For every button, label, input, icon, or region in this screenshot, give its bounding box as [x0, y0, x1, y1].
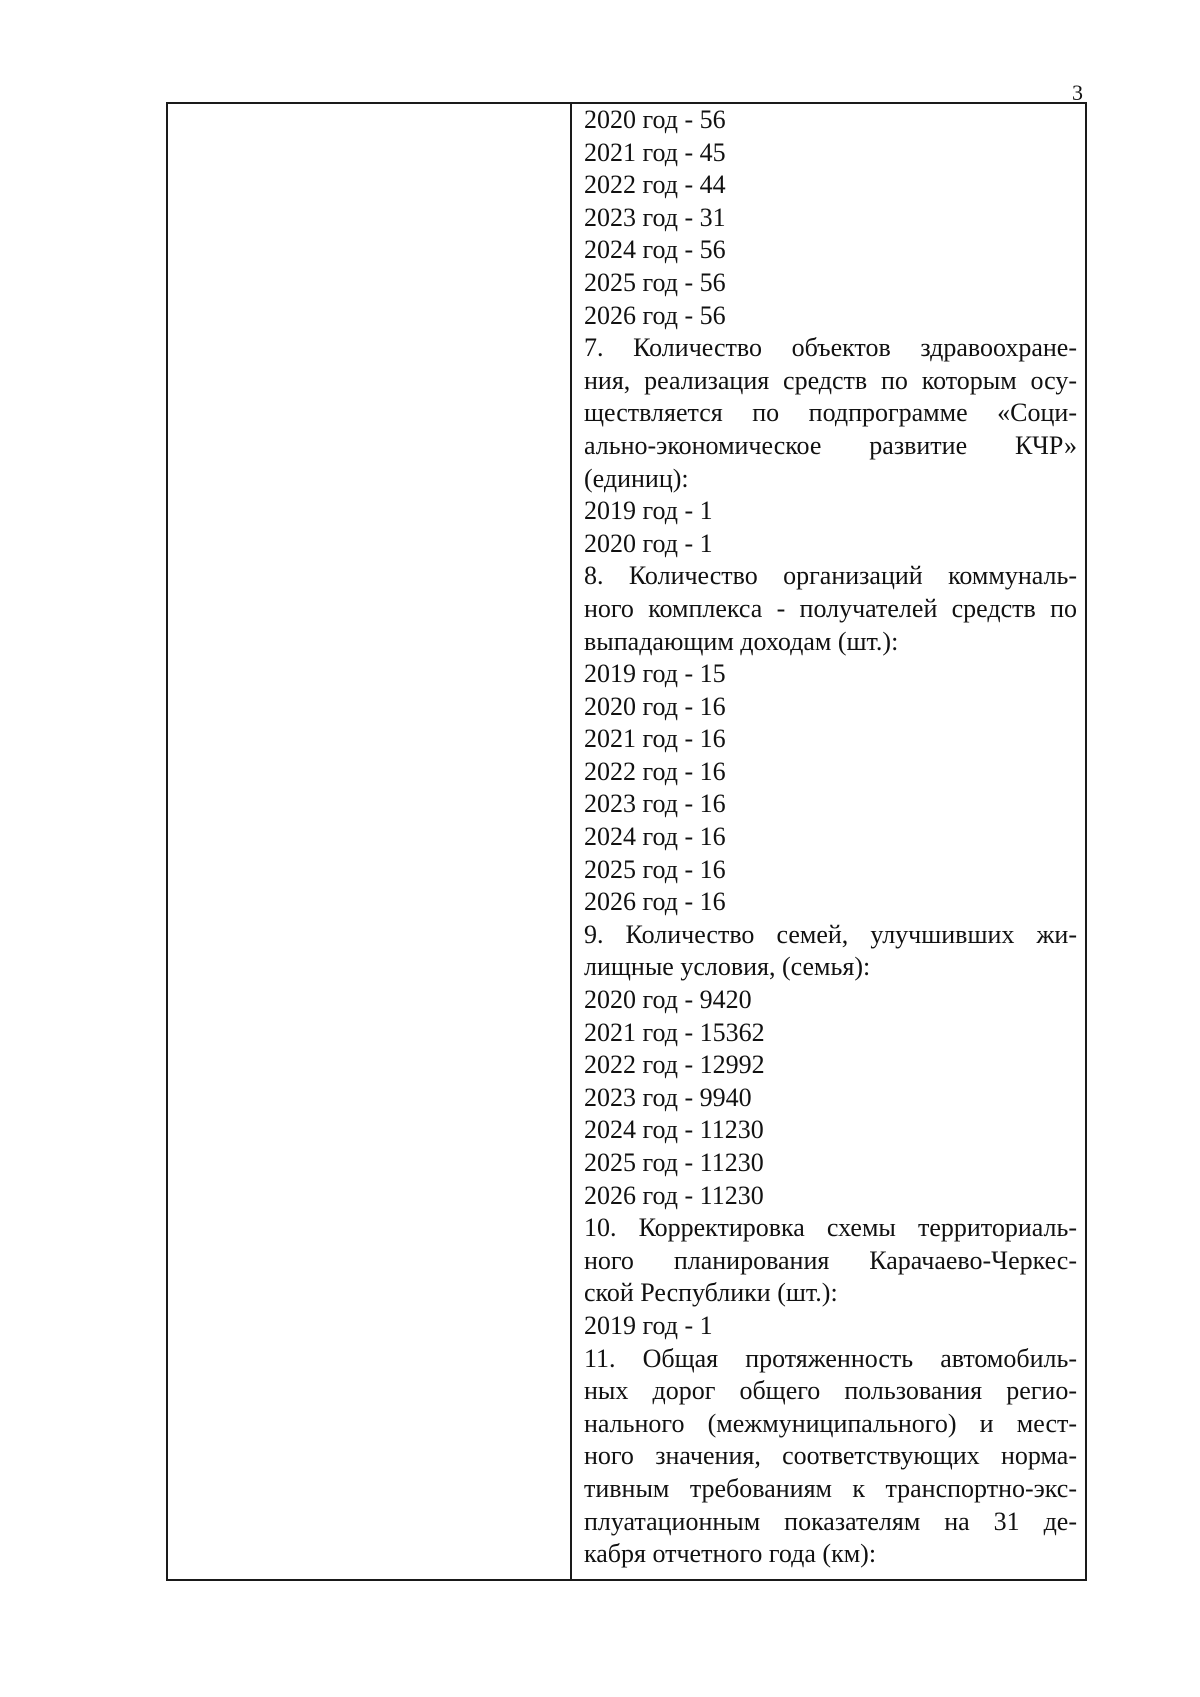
text-line: 2019 год - 1 — [584, 496, 713, 526]
text-line: 2023 год - 9940 — [584, 1082, 752, 1112]
text-line: 2022 год - 12992 — [584, 1050, 765, 1080]
text-line: 8. Количество организаций коммуналь- — [584, 561, 1077, 591]
text-line: ской Республики (шт.): — [584, 1278, 838, 1308]
text-line: ного планирования Карачаево-Черкес- — [584, 1245, 1077, 1275]
text-line: 2022 год - 44 — [584, 170, 726, 200]
text-line: ного значения, соответствующих норма- — [584, 1441, 1077, 1471]
text-line: плуатационным показателям на 31 де- — [584, 1506, 1077, 1536]
text-line: 2019 год - 15 — [584, 659, 726, 689]
text-line: 2020 год - 16 — [584, 691, 726, 721]
text-line: 2026 год - 56 — [584, 300, 726, 330]
text-line: 2022 год - 16 — [584, 756, 726, 786]
text-line: 2024 год - 16 — [584, 822, 726, 852]
text-line: 9. Количество семей, улучшивших жи- — [584, 919, 1077, 949]
text-line: 2021 год - 15362 — [584, 1017, 765, 1047]
text-line: 2026 год - 11230 — [584, 1180, 764, 1210]
text-line: 2026 год - 16 — [584, 887, 726, 917]
text-line: 2020 год - 56 — [584, 105, 726, 134]
indicators-table — [166, 102, 1087, 1581]
text-line: ного комплекса - получателей средств по — [584, 593, 1077, 623]
table-left-cell — [168, 104, 572, 1579]
text-line: 7. Количество объектов здравоохране- — [584, 333, 1077, 363]
text-line: 2021 год - 45 — [584, 137, 726, 167]
text-line: 2025 год - 11230 — [584, 1148, 764, 1177]
text-line: 2025 год - 56 — [584, 267, 726, 297]
text-line: лищные условия, (семья): — [584, 952, 871, 982]
text-line: 11. Общая протяженность автомобиль- — [584, 1343, 1077, 1373]
text-line: 2023 год - 31 — [584, 202, 726, 232]
text-line: 2025 год - 16 — [584, 854, 726, 884]
text-line: 2024 год - 11230 — [584, 1115, 764, 1145]
text-line: 2020 год - 9420 — [584, 985, 752, 1015]
text-line: 2021 год - 16 — [584, 724, 726, 754]
text-line: 2024 год - 56 — [584, 235, 726, 265]
text-line: ных дорог общего пользования регио- — [584, 1376, 1077, 1406]
text-line: тивным требованиям к транспортно-экс- — [584, 1473, 1077, 1503]
text-line: 2019 год - 1 — [584, 1310, 713, 1340]
text-line: 10. Корректировка схемы территориаль- — [584, 1213, 1077, 1243]
text-line: ния, реализация средств по которым осу- — [584, 365, 1077, 395]
text-line: кабря отчетного года (км): — [584, 1539, 877, 1569]
text-line: ществляется по подпрограмме «Соци- — [584, 398, 1077, 428]
text-line: 2023 год - 16 — [584, 789, 726, 819]
table-right-cell — [574, 104, 1083, 1579]
text-line: нального (межмуниципального) и мест- — [584, 1408, 1077, 1438]
text-line: выпадающим доходам (шт.): — [584, 626, 899, 656]
text-line: 2020 год - 1 — [584, 528, 713, 558]
text-line: ально-экономическое развитие КЧР» — [584, 430, 1077, 460]
page-number: 3 — [1072, 80, 1083, 105]
text-line: (единиц): — [584, 463, 689, 493]
